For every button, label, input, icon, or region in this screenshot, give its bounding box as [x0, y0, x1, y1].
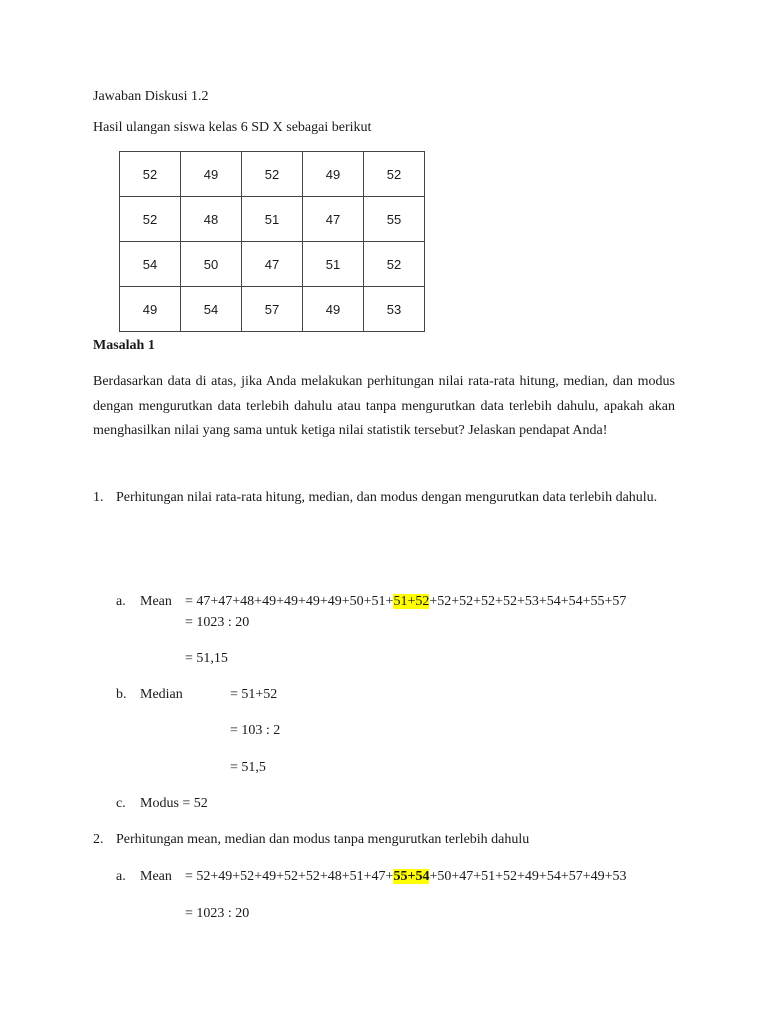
- table-cell: 49: [303, 287, 364, 332]
- s1-median-line3: = 51,5: [230, 760, 266, 775]
- problem-paragraph: Berdasarkan data di atas, jika Anda melakukan perhitungan nilai rata-rata hitung, median, dan modus dengan mengurutkan data terlebih dahulu atau tanpa mengurutkan data terlebih dahulu, apakah akan menghasilkan nilai yang sama untuk ketiga nilai statistik tersebut? Jelaskan pendapat Anda!: [93, 374, 675, 438]
- document-heading: Jawaban Diskusi 1.2: [93, 89, 209, 104]
- table-cell: 49: [181, 152, 242, 197]
- table-cell: 51: [242, 197, 303, 242]
- s1-mean-expr-pre: = 47+47+48+49+49+49+49+50+51+: [185, 594, 394, 609]
- table-cell: 51: [303, 242, 364, 287]
- s2-mean-expr-pre: = 52+49+52+49+52+52+48+51+47+: [185, 869, 394, 884]
- table-cell: 52: [120, 152, 181, 197]
- s1-mean-expression: [185, 593, 626, 611]
- s1-mean-letter: a.: [116, 594, 126, 609]
- table-cell: 47: [242, 242, 303, 287]
- table-cell: 54: [181, 287, 242, 332]
- section1-number: 1.: [93, 490, 104, 505]
- s2-mean-line2: = 1023 : 20: [185, 906, 250, 921]
- table-cell: 55: [364, 197, 425, 242]
- table-cell: 52: [120, 197, 181, 242]
- table-cell: 48: [181, 197, 242, 242]
- s1-mean-line3: = 51,15: [185, 651, 228, 666]
- table-cell: 50: [181, 242, 242, 287]
- table-row: [120, 242, 425, 287]
- s1-median-letter: b.: [116, 687, 127, 702]
- scores-table: [119, 151, 425, 332]
- s1-mean-expr-post: +52+52+52+52+53+54+54+55+57: [429, 594, 627, 609]
- s1-median-label: Median: [140, 687, 183, 702]
- s1-mean-line2: = 1023 : 20: [185, 615, 250, 630]
- table-row: [120, 287, 425, 332]
- s1-median-line1: = 51+52: [230, 687, 278, 702]
- s1-median-line2: = 103 : 2: [230, 723, 281, 738]
- table-row: [120, 197, 425, 242]
- s2-mean-expr-highlight: 55+54: [393, 869, 430, 884]
- table-cell: 49: [120, 287, 181, 332]
- table-cell: 57: [242, 287, 303, 332]
- s2-mean-letter: a.: [116, 869, 126, 884]
- section2-number: 2.: [93, 832, 104, 847]
- s2-mean-label: Mean: [140, 869, 172, 884]
- table-cell: 49: [303, 152, 364, 197]
- s1-mean-label: Mean: [140, 594, 172, 609]
- table-row: [120, 152, 425, 197]
- s1-modus-text: Modus = 52: [140, 796, 208, 811]
- section2-text: Perhitungan mean, median dan modus tanpa mengurutkan terlebih dahulu: [116, 832, 530, 847]
- s2-mean-expression: [185, 868, 627, 886]
- table-cell: 52: [364, 242, 425, 287]
- section1-text: Perhitungan nilai rata-rata hitung, median, dan modus dengan mengurutkan data terlebih dahulu.: [116, 490, 658, 505]
- intro-text: Hasil ulangan siswa kelas 6 SD X sebagai berikut: [93, 120, 372, 135]
- problem-title: Masalah 1: [93, 338, 155, 353]
- table-cell: 53: [364, 287, 425, 332]
- table-cell: 52: [364, 152, 425, 197]
- table-cell: 54: [120, 242, 181, 287]
- table-cell: 47: [303, 197, 364, 242]
- s2-mean-expr-post: +50+47+51+52+49+54+57+49+53: [429, 869, 627, 884]
- s1-mean-expr-highlight: 51+52: [393, 594, 430, 609]
- table-cell: 52: [242, 152, 303, 197]
- s1-modus-letter: c.: [116, 796, 126, 811]
